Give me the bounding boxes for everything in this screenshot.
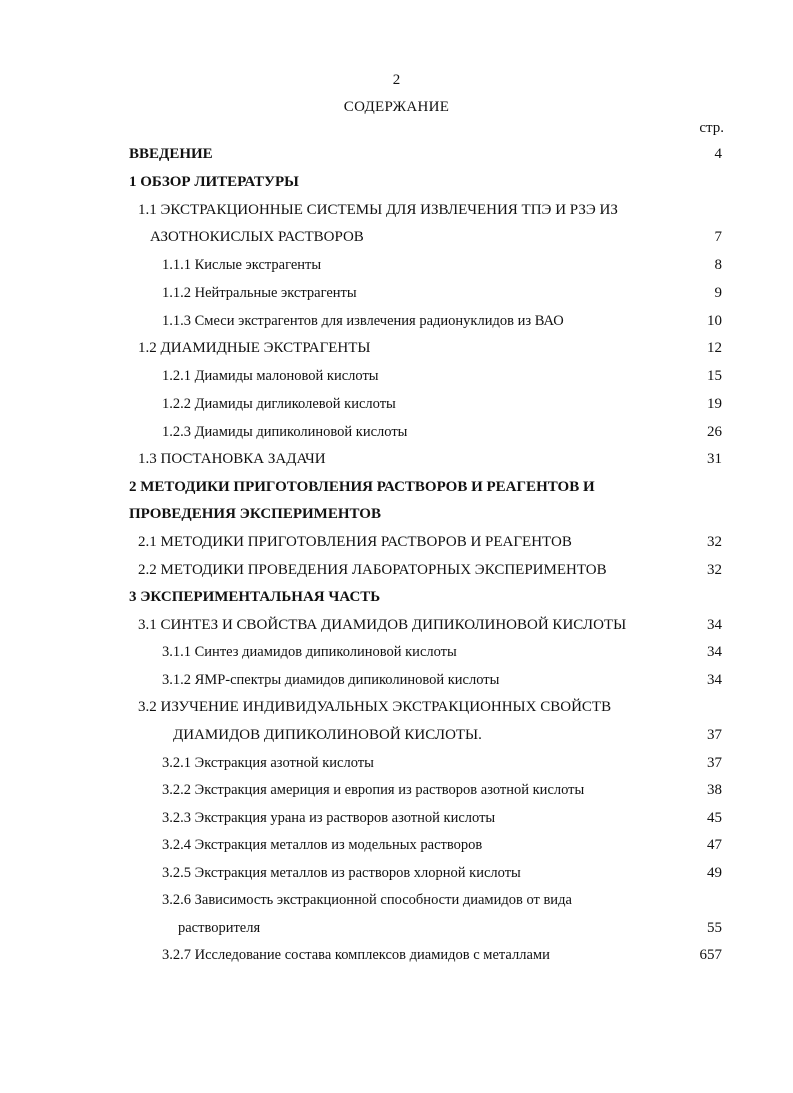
toc-entry[interactable]: [0, 727, 793, 747]
page-title: СОДЕРЖАНИЕ: [343, 99, 450, 115]
toc-entry-text: 3.2 ИЗУЧЕНИЕ ИНДИВИДУАЛЬНЫХ ЭКСТРАКЦИОННЫХ СВОЙСТВ: [138, 699, 612, 715]
toc-entry-page: 34: [707, 672, 722, 688]
toc-entry-text: 3.1.2 ЯМР-спектры диамидов дипиколиновой кислоты: [162, 672, 500, 688]
toc-entry-page: 9: [714, 285, 722, 301]
toc-entry[interactable]: [0, 589, 793, 609]
toc-entry-text: 1.3 ПОСТАНОВКА ЗАДАЧИ: [138, 451, 326, 467]
toc-entry[interactable]: [0, 699, 793, 719]
toc-entry-page: 4: [714, 146, 722, 162]
toc-entry-text: 3.2.4 Экстракция металлов из модельных растворов: [162, 837, 483, 853]
toc-entry-text: 2.1 МЕТОДИКИ ПРИГОТОВЛЕНИЯ РАСТВОРОВ И РЕАГЕНТОВ: [138, 534, 572, 550]
toc-entry-text: растворителя: [178, 920, 261, 936]
page-number: 2: [392, 72, 401, 88]
toc-entry-page: 55: [707, 920, 722, 936]
toc-entry-text: 3.2.1 Экстракция азотной кислоты: [162, 755, 374, 771]
toc-entry-text: 3.2.3 Экстракция урана из растворов азотной кислоты: [162, 810, 496, 826]
toc-entry[interactable]: [0, 644, 793, 664]
toc-entry-text: ПРОВЕДЕНИЯ ЭКСПЕРИМЕНТОВ: [129, 506, 381, 522]
toc-entry-page: 37: [707, 755, 722, 771]
toc-entry-page: 49: [707, 865, 722, 881]
toc-entry-page: 38: [707, 782, 722, 798]
toc-entry-page: 32: [707, 534, 722, 550]
toc-entry-text: 1.1.2 Нейтральные экстрагенты: [162, 285, 357, 301]
toc-entry[interactable]: [0, 451, 793, 471]
toc-entry-page: 34: [707, 617, 722, 633]
toc-entry-text: 3.1.1 Синтез диамидов дипиколиновой кислоты: [162, 644, 457, 660]
toc-entry[interactable]: [0, 202, 793, 222]
toc-entry-page: 45: [707, 810, 722, 826]
toc-entry[interactable]: [0, 782, 793, 802]
toc-entry[interactable]: [0, 506, 793, 526]
page-column-label: стр.: [699, 120, 724, 136]
toc-entry[interactable]: [0, 174, 793, 194]
toc-entry-text: 3.2.5 Экстракция металлов из растворов хлорной кислоты: [162, 865, 521, 881]
toc-entry[interactable]: [0, 257, 793, 277]
toc-entry[interactable]: [0, 229, 793, 249]
toc-entry-text: ВВЕДЕНИЕ: [129, 146, 213, 162]
toc-entry-text: 1.1.3 Смеси экстрагентов для извлечения радионуклидов из ВАО: [162, 313, 564, 329]
toc-entry-page: 15: [707, 368, 722, 384]
toc-entry-text: ДИАМИДОВ ДИПИКОЛИНОВОЙ КИСЛОТЫ.: [173, 727, 482, 743]
toc-entry-page: 657: [699, 947, 722, 963]
toc-entry-text: 3.1 СИНТЕЗ И СВОЙСТВА ДИАМИДОВ ДИПИКОЛИНОВОЙ КИСЛОТЫ: [138, 617, 627, 633]
toc-entry[interactable]: [0, 340, 793, 360]
toc-entry-text: 3.2.6 Зависимость экстракционной способности диамидов от вида: [162, 892, 572, 908]
toc-entry-text: 1.2.3 Диамиды дипиколиновой кислоты: [162, 424, 408, 440]
toc-entry[interactable]: [0, 479, 793, 499]
toc-entry-page: 7: [714, 229, 722, 245]
toc-entry-page: 37: [707, 727, 722, 743]
toc-entry-text: 1.1.1 Кислые экстрагенты: [162, 257, 322, 273]
toc-entry-page: 34: [707, 644, 722, 660]
toc-entry[interactable]: [0, 396, 793, 416]
toc-entry[interactable]: [0, 617, 793, 637]
toc-entry-text: 3.2.7 Исследование состава комплексов диамидов с металлами: [162, 947, 550, 963]
toc-entry-text: 1.1 ЭКСТРАКЦИОННЫЕ СИСТЕМЫ ДЛЯ ИЗВЛЕЧЕНИЯ ТПЭ И РЗЭ ИЗ: [138, 202, 618, 218]
toc-entry-page: 31: [707, 451, 722, 467]
toc-entry[interactable]: [0, 285, 793, 305]
toc-entry-page: 32: [707, 562, 722, 578]
toc-entry-text: 2 МЕТОДИКИ ПРИГОТОВЛЕНИЯ РАСТВОРОВ И РЕАГЕНТОВ И: [129, 479, 595, 495]
toc-entry[interactable]: [0, 892, 793, 912]
toc-entry[interactable]: [0, 947, 793, 967]
toc-entry-text: 3 ЭКСПЕРИМЕНТАЛЬНАЯ ЧАСТЬ: [129, 589, 381, 605]
toc-entry-text: АЗОТНОКИСЛЫХ РАСТВОРОВ: [150, 229, 364, 245]
toc-entry-text: 1.2.2 Диамиды дигликолевой кислоты: [162, 396, 396, 412]
toc-entry[interactable]: [0, 755, 793, 775]
toc-entry[interactable]: [0, 865, 793, 885]
toc-entry[interactable]: [0, 562, 793, 582]
toc-entry-page: 26: [707, 424, 722, 440]
toc-entry[interactable]: [0, 920, 793, 940]
toc-entry-text: 1.2 ДИАМИДНЫЕ ЭКСТРАГЕНТЫ: [138, 340, 371, 356]
toc-entry-text: 3.2.2 Экстракция америция и европия из растворов азотной кислоты: [162, 782, 585, 798]
toc-entry-text: 1 ОБЗОР ЛИТЕРАТУРЫ: [129, 174, 299, 190]
toc-entry[interactable]: [0, 368, 793, 388]
toc-entry[interactable]: [0, 146, 793, 166]
toc-entry[interactable]: [0, 837, 793, 857]
toc-entry[interactable]: [0, 810, 793, 830]
toc-entry-page: 10: [707, 313, 722, 329]
toc-entry-text: 2.2 МЕТОДИКИ ПРОВЕДЕНИЯ ЛАБОРАТОРНЫХ ЭКСПЕРИМЕНТОВ: [138, 562, 607, 578]
toc-entry[interactable]: [0, 534, 793, 554]
toc-entry-page: 47: [707, 837, 722, 853]
toc-entry[interactable]: [0, 424, 793, 444]
toc-entry[interactable]: [0, 672, 793, 692]
toc-entry-page: 12: [707, 340, 722, 356]
toc-entry[interactable]: [0, 313, 793, 333]
toc-entry-page: 19: [707, 396, 722, 412]
toc-entry-page: 8: [714, 257, 722, 273]
toc-entry-text: 1.2.1 Диамиды малоновой кислоты: [162, 368, 379, 384]
